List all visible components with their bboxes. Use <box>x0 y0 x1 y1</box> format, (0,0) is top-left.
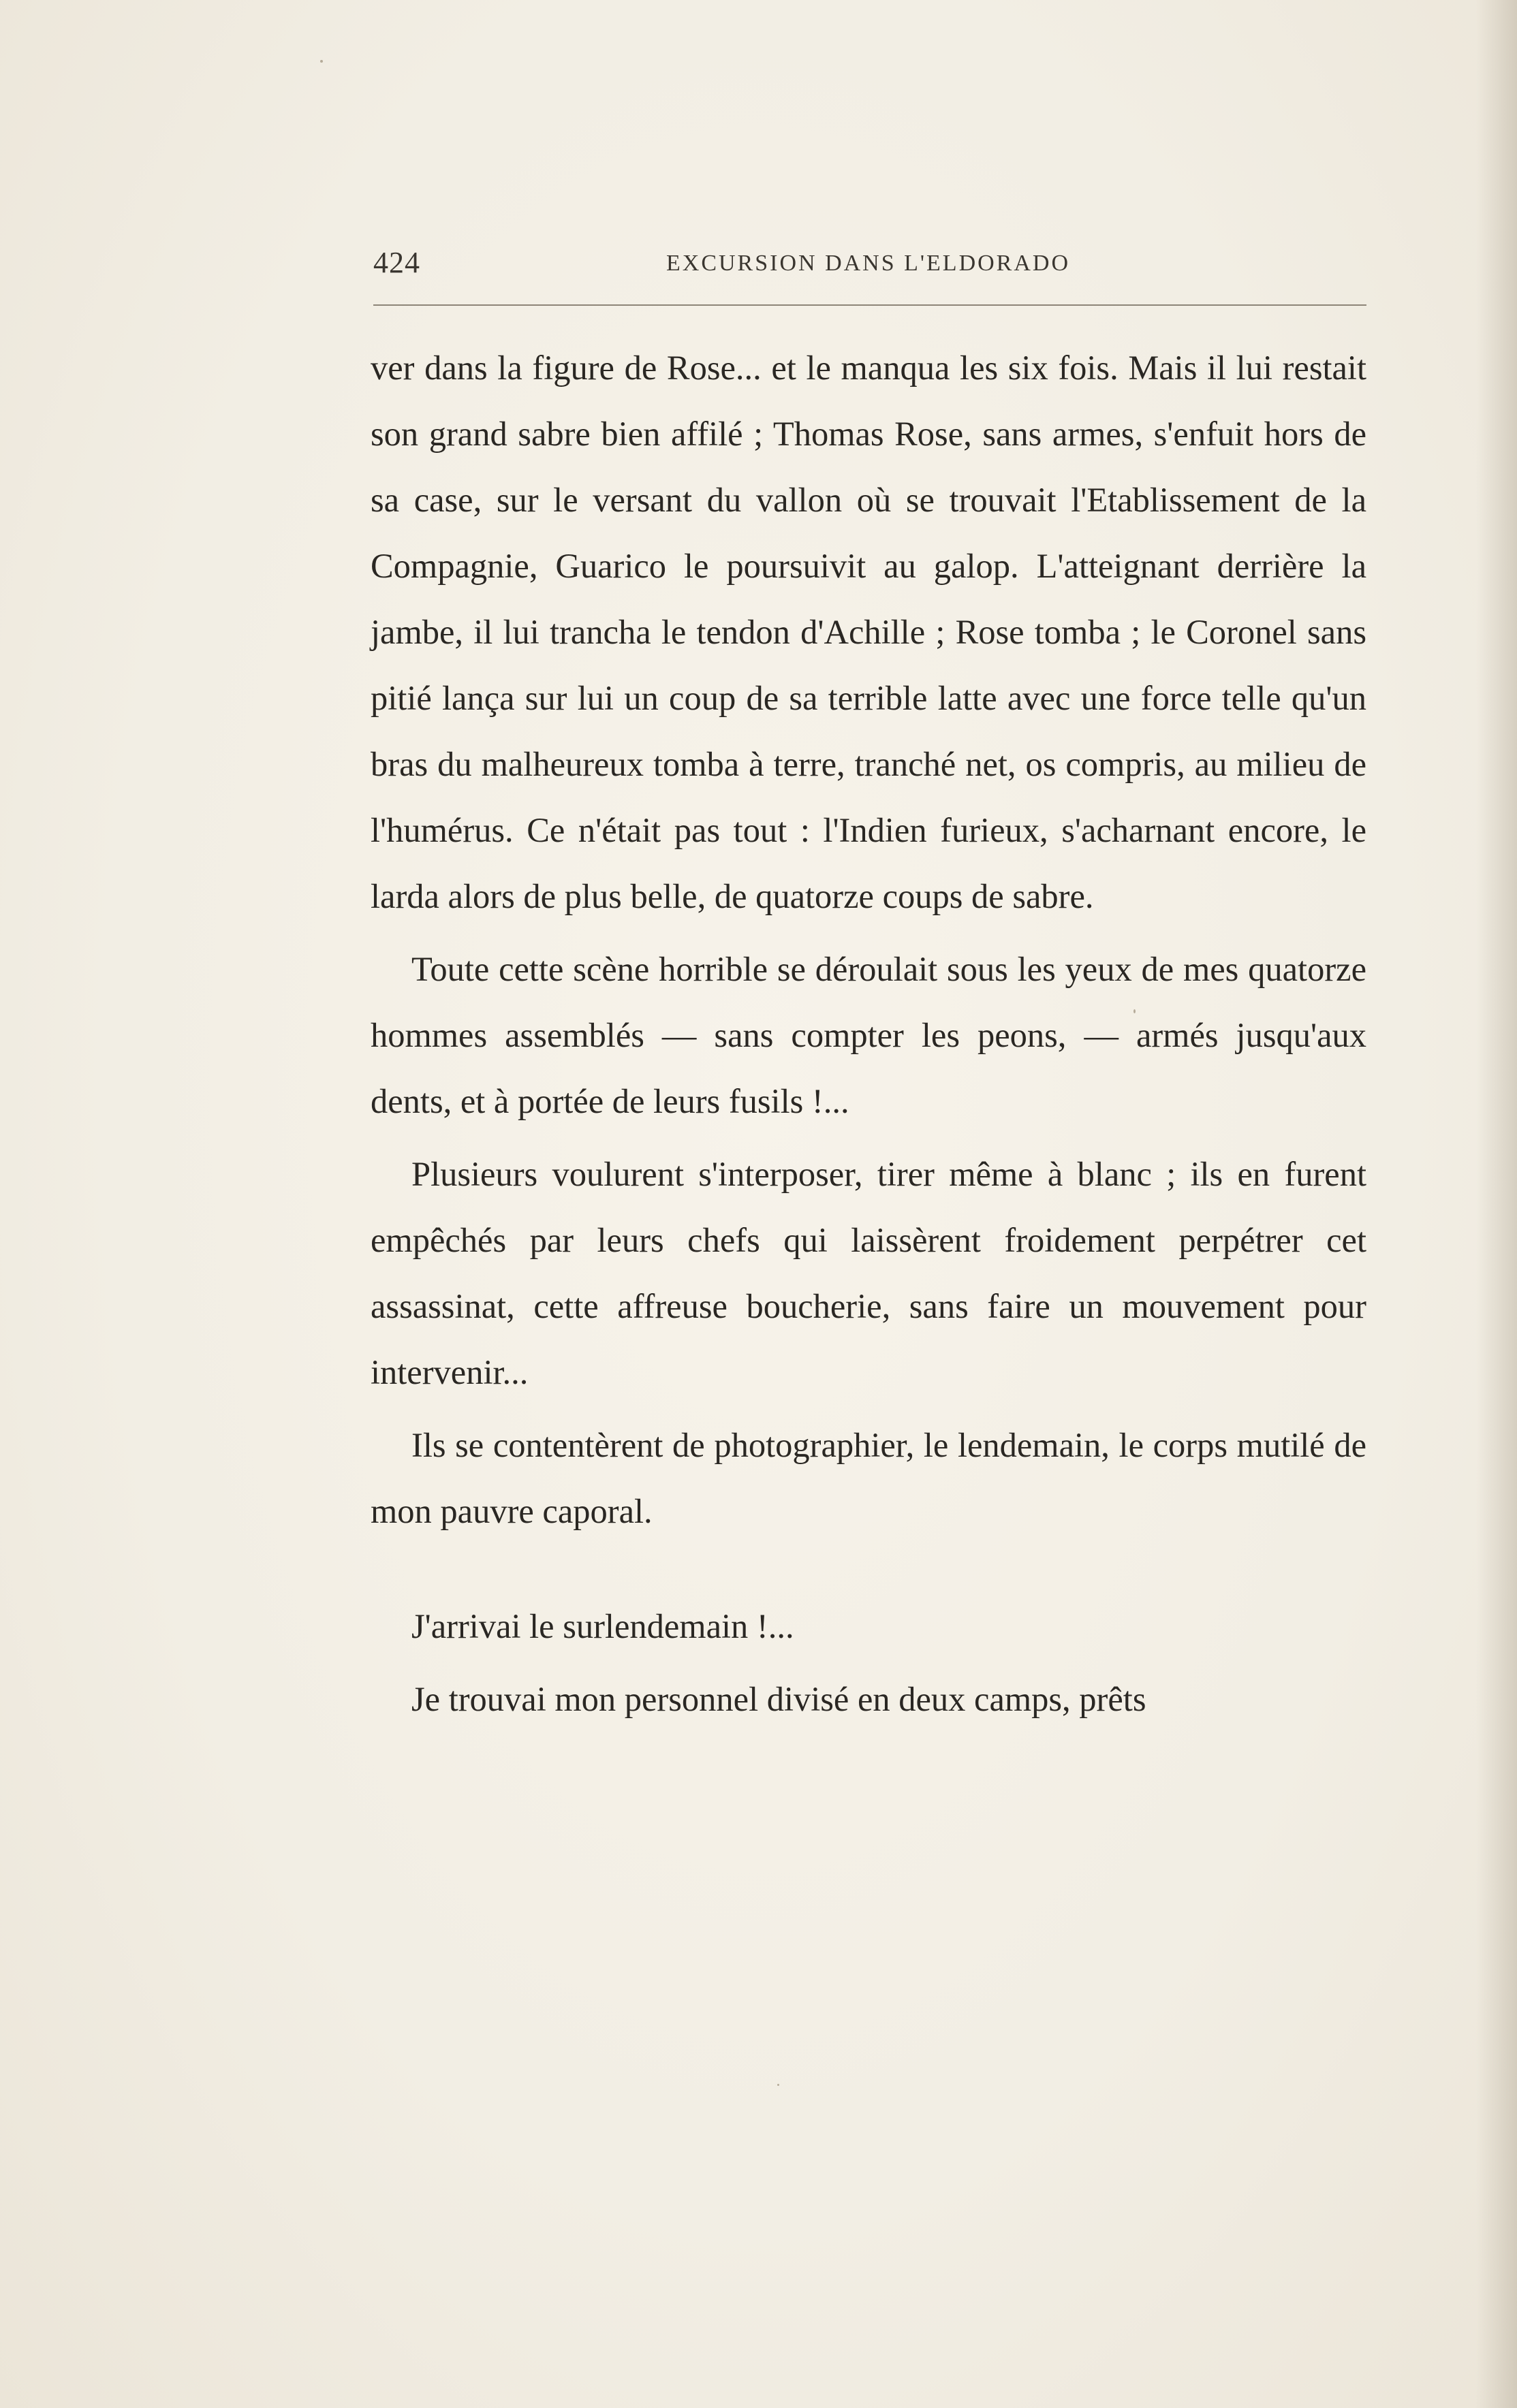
paper-speck <box>777 2084 779 2086</box>
page-header <box>373 245 1368 286</box>
paragraph: Je trouvai mon personnel divisé en deux camps, prêts <box>411 1680 1146 1718</box>
paragraph: J'arrivai le surlendemain !... <box>411 1607 794 1645</box>
body-text <box>371 335 1366 1732</box>
header-rule <box>373 304 1366 306</box>
paragraph: ver dans la figure de Rose... et le manqua les six fois. Mais il lui restait son grand sabre bien affilé ; Thomas Rose, sans armes, s'enfuit hors de sa case, sur le versant du vallon où se trouvait l'Etablissement de la Compagnie, Guarico le poursuivit au galop. L'atteignant derrière la jambe, il lui trancha le tendon d'Achille ; Rose tomba ; le Coronel sans pitié lança sur lui un coup de sa terrible latte avec une force telle qu'un bras du malheureux tomba à terre, tranché net, os compris, au milieu de l'humérus. Ce n'était pas tout : l'Indien furieux, s'acharnant encore, le larda alors de plus belle, de quatorze coups de sabre. <box>371 349 1366 915</box>
paragraph: Ils se contentèrent de photographier, le lendemain, le corps mutilé de mon pauvre caporal. <box>371 1426 1366 1530</box>
running-title: EXCURSION DANS L'ELDORADO <box>666 251 1071 276</box>
paragraph: Toute cette scène horrible se déroulait sous les yeux de mes quatorze hommes assemblés — sans compter les peons, — armés jusqu'aux dents, et à portée de leurs fusils !... <box>371 950 1366 1120</box>
page-number: 424 <box>373 246 420 279</box>
paper-speck <box>320 60 323 63</box>
page-edge-shadow <box>1476 0 1517 2408</box>
paragraph: Plusieurs voulurent s'interposer, tirer même à blanc ; ils en furent empêchés par leurs chefs qui laissèrent froidement perpétrer cet assassinat, cette affreuse boucherie, sans faire un mouvement pour intervenir... <box>371 1155 1366 1391</box>
